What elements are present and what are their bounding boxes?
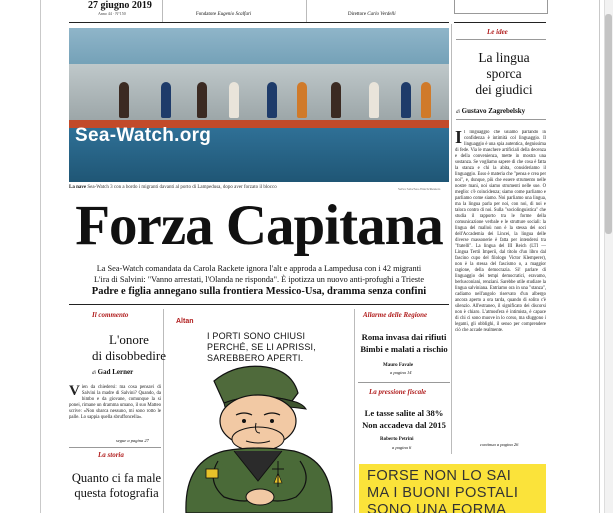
headline-subhead[interactable]: Padre e figlia annegano sulla frontiera Messico-Usa, dramma senza confini [91,286,427,297]
cartoonist-signature: Altan [176,318,194,325]
author-name: Gad Lerner [97,368,134,376]
drop-cap: V [69,383,80,399]
photo-credit: Selva Sala/Sea-Watch/Reuters [398,187,441,191]
photo-person [267,82,277,118]
commento-continues[interactable]: segue a pagina 27 [116,438,149,443]
drop-cap: I [455,130,463,147]
commento-title-line: L'onore [109,332,149,347]
speech-line: I PORTI SONO CHIUSI [207,331,306,341]
ear-box [454,0,548,14]
author-prefix: di [456,110,460,115]
storia-title-line: Quanto ci fa male [71,471,162,485]
photo-person [331,82,341,118]
tasse-headline-line: Le tasse salite al 38% [364,408,444,418]
photo-caption [69,185,449,190]
rifiuti-headline[interactable] [356,331,452,355]
rifiuti-author: Mauro Favale [383,363,414,368]
ad-text [367,468,542,513]
section-label-allarme: Allarme delle Regione [363,311,428,319]
opinion-title-line: sporca [486,66,522,81]
storia-title[interactable] [69,471,164,501]
speech-line: PERCHÉ, SE LI APRISSI, [207,342,316,352]
photo-person [297,82,307,118]
speech-line: SAREBBERO APERTI. [207,353,304,363]
caption-text: Sea-Watch 3 con a bordo i migranti davanti al porto di Lampedusa, dopo aver forzato il blocco [87,185,277,190]
tasse-headline[interactable] [356,407,452,431]
rifiuti-headline-line: Bimbi e malati a rischio [360,344,448,354]
ad-line: FORSE NON LO SAI [367,468,512,484]
photo-person [401,82,411,118]
tasse-author: Roberto Petrini [380,437,414,442]
buoni-postali-ad[interactable] [359,464,546,513]
middle-rule [358,382,450,383]
right-column-divider [451,24,452,454]
ad-line: MA I BUONI POSTALI [367,485,519,501]
storia-rule [69,447,161,448]
tasse-headline-line: Non accadeva dal 2015 [362,420,446,430]
founder-credit [196,12,251,17]
photo-person [229,82,239,118]
opinion-body-text: l linguaggio che usiamo parlando in confidenza è intimità col linguaggio. Il linguaggio è una spia autentica, degnissima di fede. Via le maschere artificiali della decenza e della convenienza, mette in mostra una sostanza. Se vogliamo sapere di che cosa è fatta la stanza e chi la abita, consideriamo il linguaggio. Esso è materia che "pensa e crea per noi", e, dunque, più che essere strumento nelle nostre mani, noi siamo strumenti nelle sue. O meglio: c'è coincidenza; siamo come parliamo e parliamo come siamo. Noi parliamo una lingua, ma la lingua parla per noi, con noi, di noi e talora contro di noi. Sulla "sociolinguistica" che studia il rapporto tra le forme della comunicazione verbale e le strutture sociali: la lingua del malloù non è la stessa dei soci dell'Accademia dei Lincei, la lingua delle diverse massonerie è fatta per intendersi tra "fratelli". La lingua del III Reich (LTI — Lingua Tertii Imperii, dal titolo d'un libro dal fascino cupo del filologo Victor Klemperer), non è la stessa del fascismo o, a maggior ragione, della democrazia. Sì! parlare di linguaggio dei tempi democratici, eravamo, berlusconiani, renziani. Sarebbe utile studiare la lingua salviniana. Entriamo ora in una "stanza", cadiamo nell'angolo riservato d'un albergo ancora aperto a ora tarda, quando di solito c'è silenzio. All'estraneo, il significato dei discorsi non è chiaro. L'atmosfera è intimista, è capace di chi ci sono muove in lo corso, ma sfuggono i legami, gli obblighi, il senso per comprendere ciò che accade realmente. [455,130,546,333]
director-credit [348,12,396,17]
author-prefix: di [92,371,96,376]
deck-line-1: La Sea-Watch comandata da Carola Rackete ignora l'alt e approda a Lampedusa con i 42 migranti [96,264,422,273]
headline-deck [69,263,449,285]
opinion-body [455,130,546,448]
ideas-rule [456,39,546,40]
masthead-divider-2 [306,0,307,22]
photo-person [161,82,171,118]
opinion-title-line: La lingua [478,50,530,65]
photo-person [197,82,207,118]
commento-author [92,368,133,376]
deck-line-2: L'ira di Salvini: "Vanno arrestati, l'Olanda ne risponda". È ipotizza un nuovo anti-profughi a Trieste [93,275,425,284]
founder-label: Fondatore [196,12,217,17]
section-label-pressione: La pressione fiscale [369,388,427,396]
boat-name-lettering: Sea-Watch.org [75,125,212,146]
section-label-storia: La storia [98,451,124,459]
issue-date: 27 giugno 2019 [88,0,152,11]
section-label-commento: Il commento [92,311,129,319]
scrollbar-thumb[interactable] [605,14,612,234]
lead-photo[interactable] [69,28,449,182]
tasse-page-ref[interactable]: a pagina 6 [392,445,412,450]
opinion-continues[interactable]: continua a pagina 26 [480,442,519,447]
masthead-rule-right [454,22,546,23]
founder-name: Eugenio Scalfari [217,12,252,17]
cartoon-speech [207,331,347,364]
author-rule [456,119,546,120]
opinion-title-line: dei giudici [475,82,533,97]
opinion-title[interactable] [462,50,546,98]
director-name: Carlo Verdelli [367,12,396,17]
masthead-divider-1 [162,0,163,22]
commento-body [69,385,161,421]
masthead-rule [69,22,449,23]
rifiuti-page-ref[interactable]: a pagina 14 [390,370,412,375]
middle-column-divider [354,309,355,513]
viewer-frame-right [599,0,600,513]
commento-body-text: ien da chiedersi: ma cosa pensavi di Salvini la madre di Salvini? Quando, da bimbo e da giovane, comunque la si ponei, rimane un dramma umano, il suo Matteo scrive: «Non sbarca nessuno, mi sono rotto le palle. Lo sappia quella sbruffoncella». [69,385,161,420]
author-name: Gustavo Zagrebelsky [461,107,526,115]
director-label: Direttore [348,12,367,17]
caption-lead: La nave [69,185,87,190]
commento-title-line: di disobbedire [91,348,166,363]
photo-person [421,82,431,118]
rifiuti-headline-line: Roma invasa dai rifiuti [361,332,447,342]
opinion-author [456,107,525,115]
storia-title-line: questa fotografia [74,486,159,500]
photo-person [119,82,129,118]
section-label-ideas: Le idee [487,28,508,36]
viewer-frame-left [40,0,41,513]
photo-person [369,82,379,118]
headline-bottom-rule [69,304,449,305]
main-headline[interactable]: Forza Capitana [75,194,443,257]
ad-line: SONO UNA FORMA [367,502,507,513]
issue-number: Anno 44 · N°150 [98,11,126,16]
